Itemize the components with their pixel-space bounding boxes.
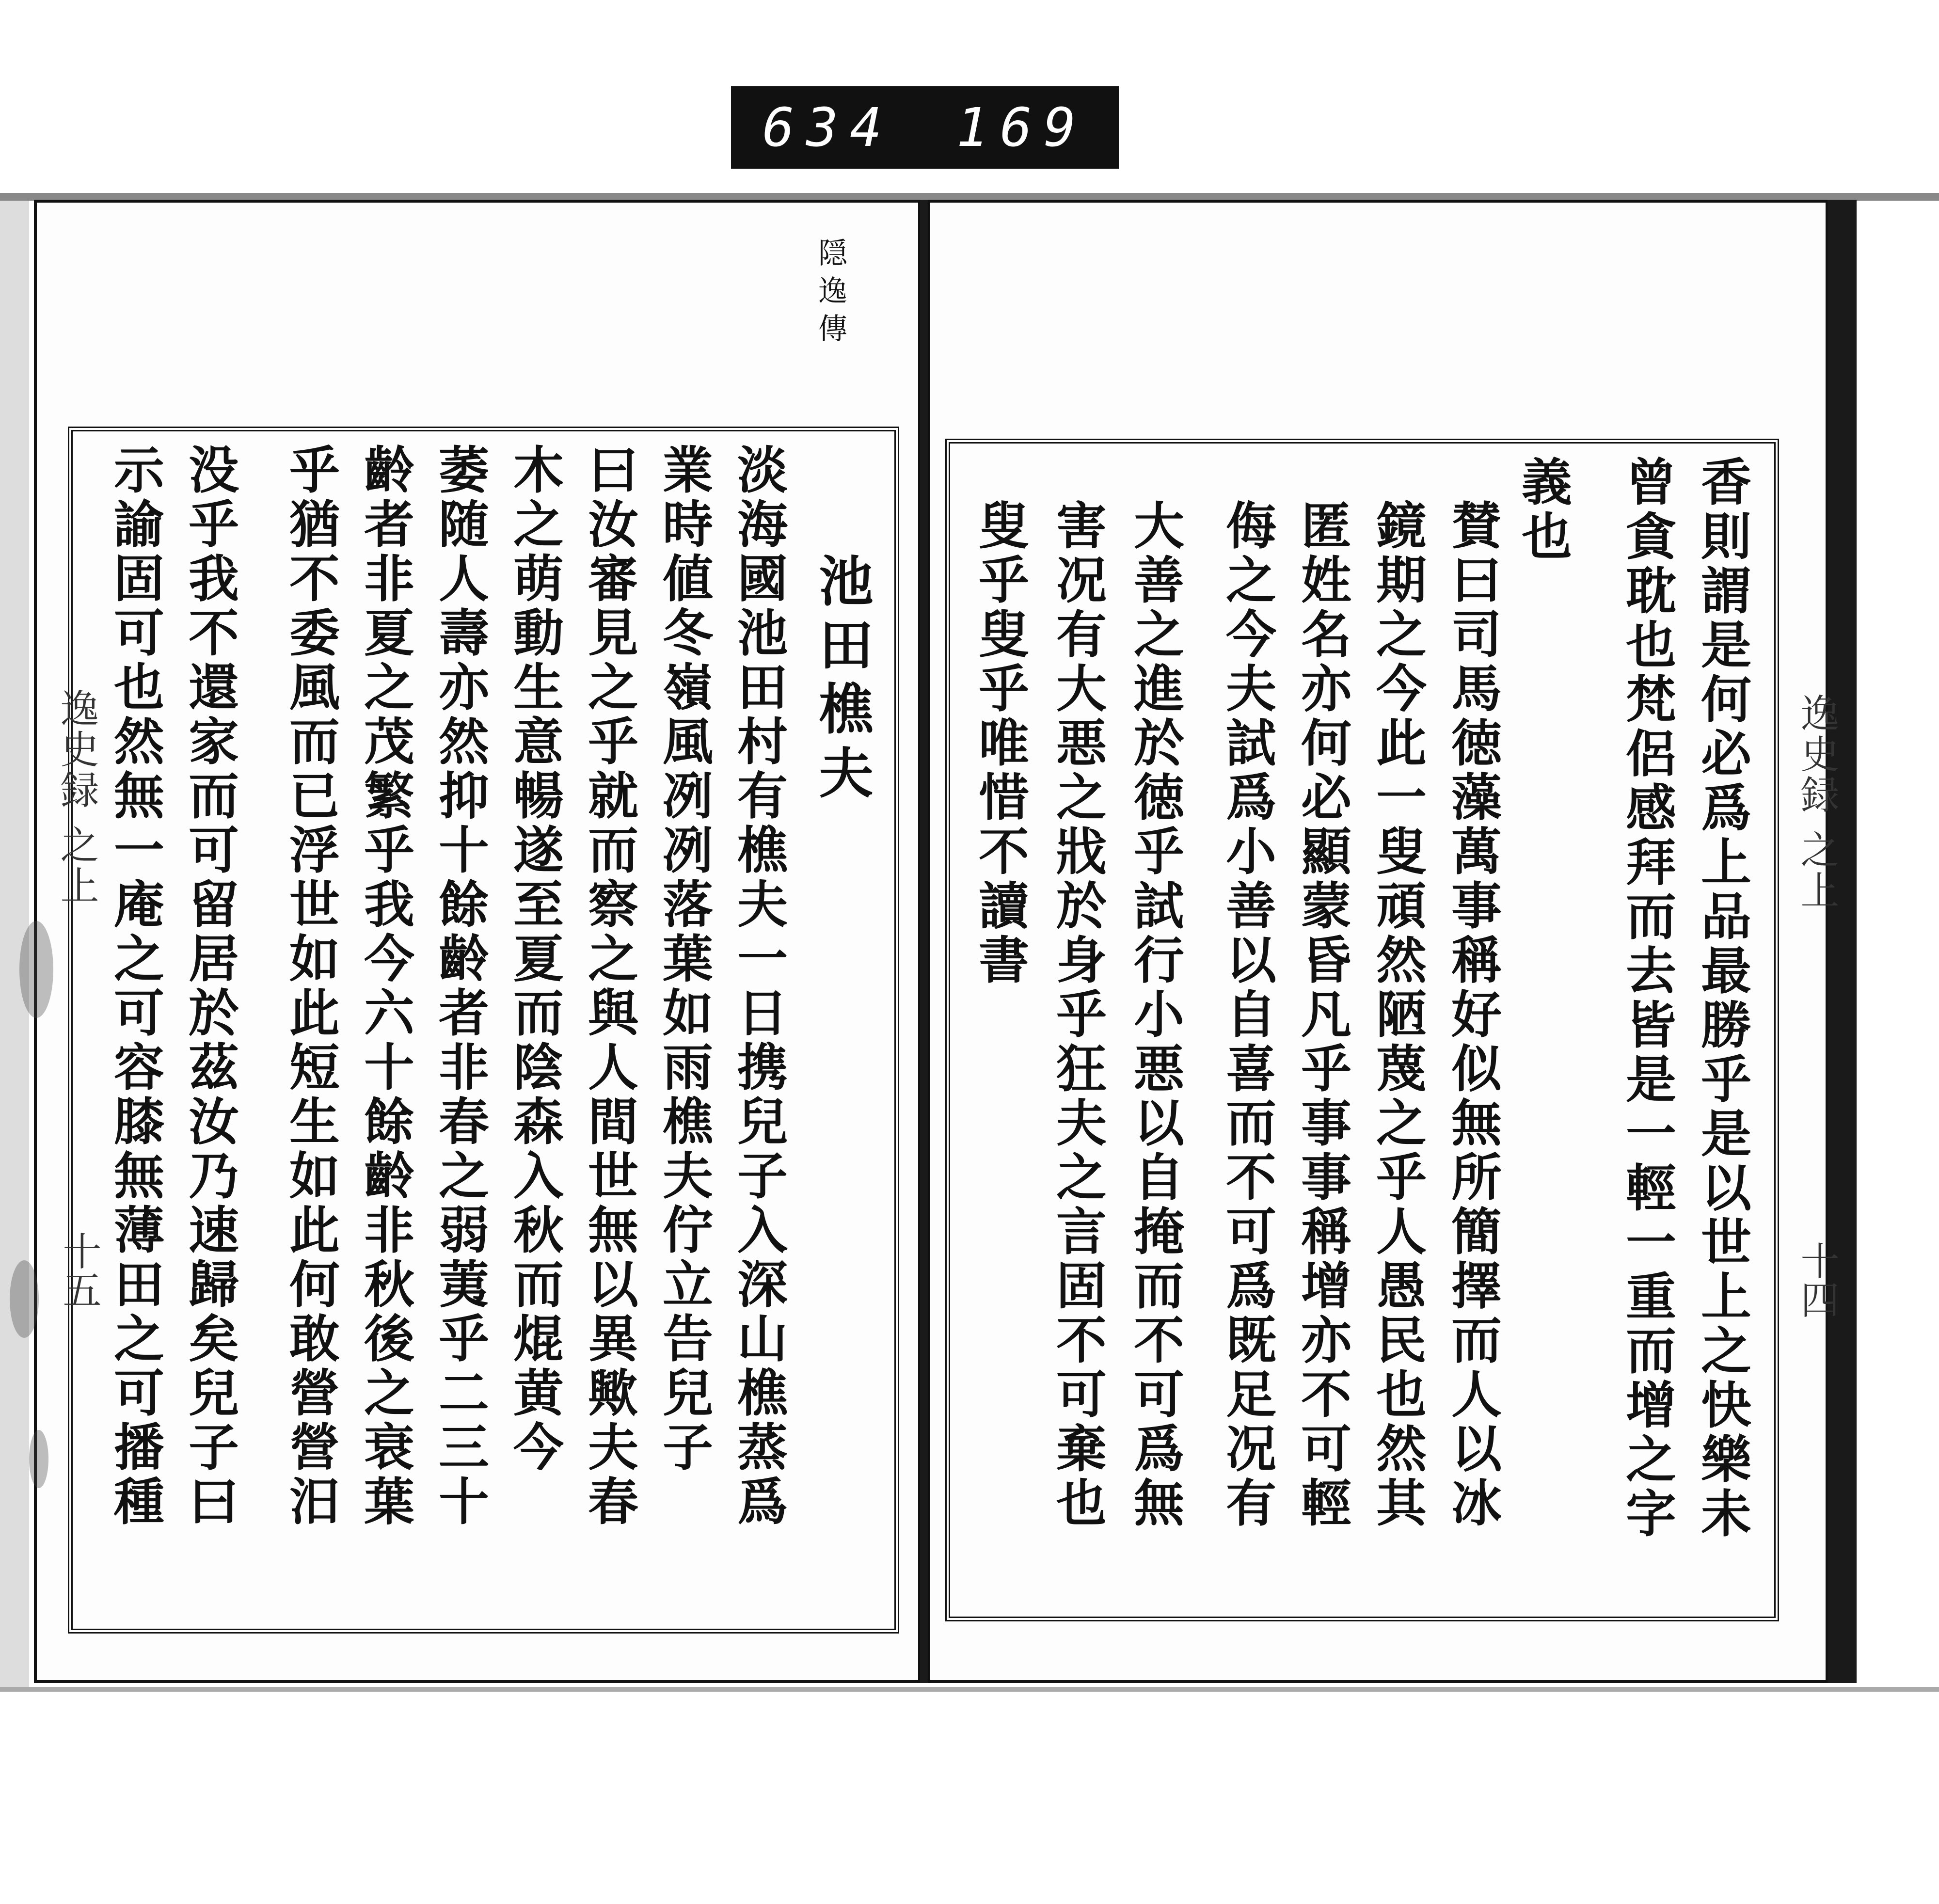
book-spine: [920, 200, 928, 1683]
left-column-6: 齡者非夏之茂繁乎我今六十餘齡非秋後之衰葉: [355, 444, 415, 1529]
left-column-4: 木之萌動生意暢遂至夏而陰森入秋而焜黄今: [505, 444, 564, 1475]
section-header: 隠逸傳: [813, 238, 847, 351]
right-column-5: 鏡期之今此一叟頑然陋蔑之乎人愚民也然其: [1367, 499, 1427, 1531]
right-column-8: 大善之進於徳乎試行小悪以自掩而不可爲無: [1125, 499, 1185, 1531]
left-column-5: 萎随人壽亦然抑十餘齡者非春之弱荑乎二三十: [430, 444, 490, 1529]
left-column-9: 示諭固可也然無一庵之可容膝無薄田之可播種: [105, 444, 165, 1529]
left-column-8: 没乎我不還家而可留居於茲汝乃速歸矣兒子曰: [180, 444, 239, 1529]
left-margin-label: 逸史録 之上: [54, 688, 99, 906]
left-column-3: 曰汝審見之乎就而察之與人間世無以異歟夫春: [579, 444, 639, 1529]
right-column-10: 叟乎叟乎唯惜不讀書: [970, 499, 1030, 988]
right-column-3: 義也: [1513, 456, 1573, 564]
right-column-4: 賛曰司馬徳藻萬事稱好似無所簡擇而人以冰: [1443, 499, 1502, 1531]
right-margin-label: 逸史録 之上: [1794, 693, 1839, 911]
call-number-right: 169: [956, 96, 1088, 159]
scan-shadow-bottom: [0, 1687, 1939, 1692]
left-column-1: 淡海國池田村有樵夫一日携兒子入深山樵蒸爲: [729, 444, 788, 1529]
scan-speckle: [10, 1260, 39, 1338]
call-number-label: [731, 86, 1119, 169]
left-column-2: 業時値冬嶺風冽冽落葉如雨樵夫佇立告兒子: [654, 444, 714, 1475]
story-title: 池田樵夫: [810, 553, 874, 809]
right-column-7: 侮之今夫試爲小善以自喜而不可爲既足况有: [1217, 499, 1277, 1531]
right-column-9: 害况有大悪之戕於身乎狂夫之言固不可棄也: [1048, 499, 1107, 1531]
left-page-number: 十五: [56, 1231, 101, 1309]
call-number-left: 634: [762, 96, 894, 159]
scan-speckle: [29, 1430, 48, 1488]
right-column-1: 香則謂是何必爲上品最勝乎是以世上之快樂未: [1692, 456, 1752, 1541]
left-column-7: 乎猶不委風而已浮世如此短生如此何敢營營汨: [281, 444, 340, 1529]
right-page-number: 十四: [1794, 1241, 1839, 1318]
right-column-6: 匿姓名亦何必顯蒙昏凡乎事事稱增亦不可輕: [1292, 499, 1352, 1531]
right-column-2: 曾貪耽也梵侶感拜而去皆是一輕一重而增之字: [1617, 456, 1677, 1541]
scan-speckle: [19, 921, 53, 1018]
